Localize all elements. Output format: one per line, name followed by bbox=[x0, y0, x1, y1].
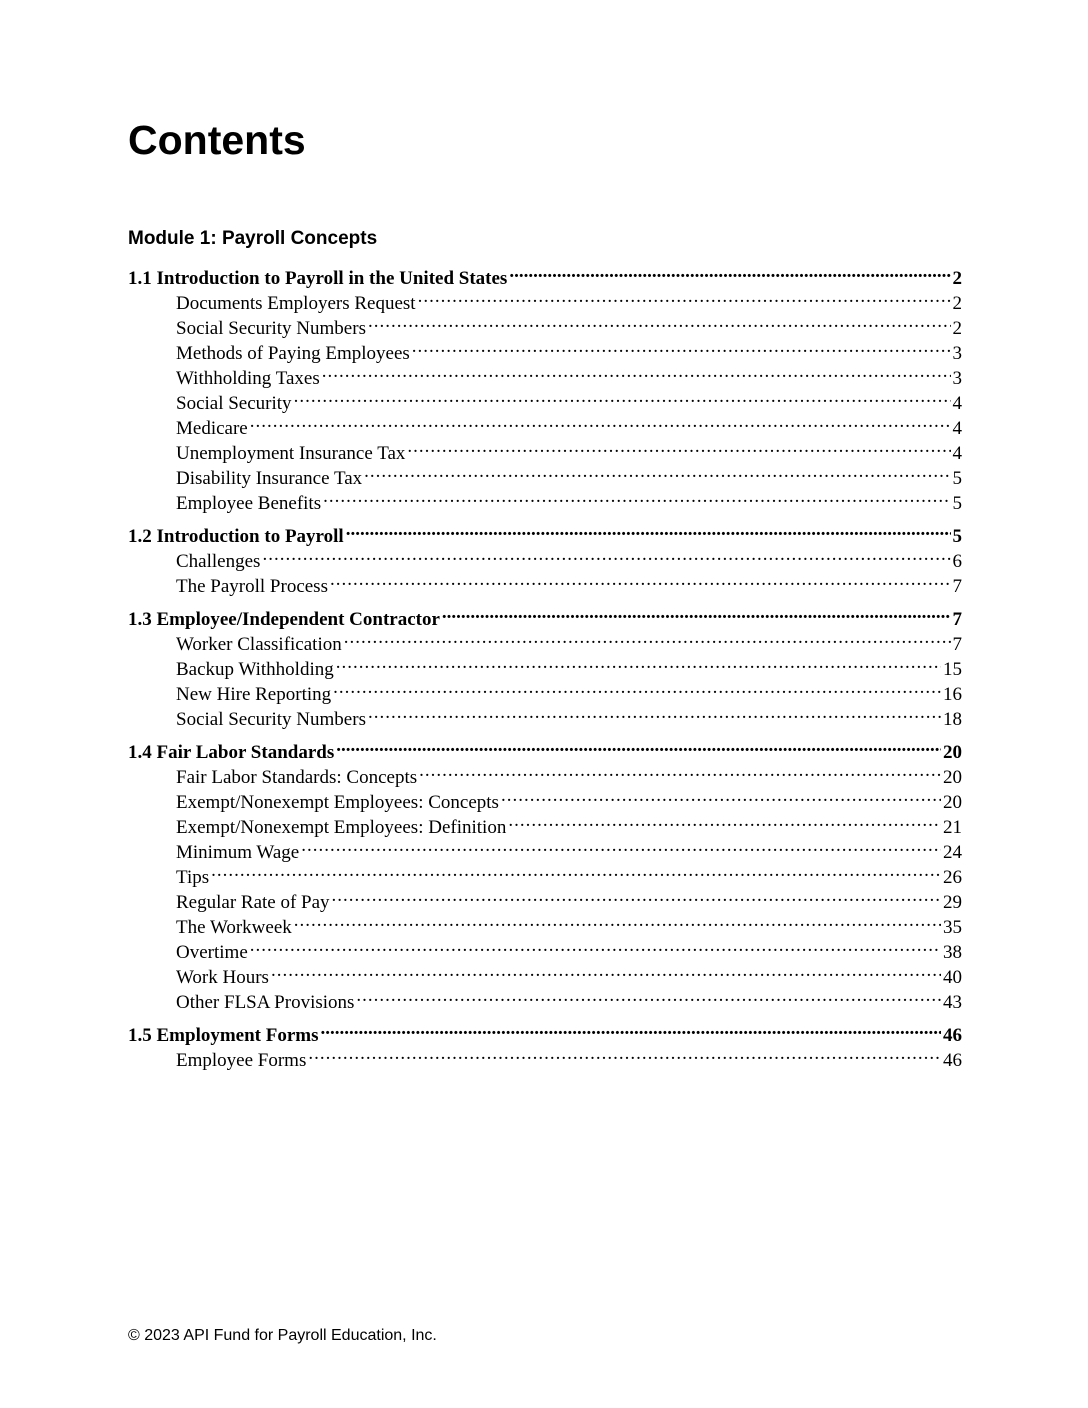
toc-entry-title: Minimum Wage bbox=[176, 842, 300, 863]
toc-entry-title: Employee Benefits bbox=[176, 493, 322, 514]
dot-leader bbox=[442, 600, 951, 625]
toc-page-number: 5 bbox=[952, 526, 962, 547]
toc-page-number: 7 bbox=[952, 576, 962, 597]
dot-leader bbox=[344, 625, 951, 650]
toc-page-number: 24 bbox=[943, 842, 962, 863]
toc-section bbox=[128, 1016, 962, 1071]
toc-entry[interactable] bbox=[128, 883, 962, 913]
dot-leader bbox=[412, 334, 951, 359]
toc-entry-title: New Hire Reporting bbox=[176, 684, 332, 705]
toc-entry-title: Backup Withholding bbox=[176, 659, 334, 680]
dot-leader bbox=[407, 434, 950, 459]
toc-section-title: 1.5 Employment Forms bbox=[128, 1025, 319, 1046]
dot-leader bbox=[332, 883, 941, 908]
toc-page-number: 16 bbox=[943, 684, 962, 705]
toc-entry-title: Unemployment Insurance Tax bbox=[176, 443, 406, 464]
copyright-footer: © 2023 API Fund for Payroll Education, Inc. bbox=[128, 1327, 437, 1344]
toc-entry-title: Challenges bbox=[176, 551, 261, 572]
dot-leader bbox=[336, 733, 941, 758]
toc-entry-title: Medicare bbox=[176, 418, 248, 439]
toc-page-number: 46 bbox=[943, 1050, 962, 1071]
toc-page-number: 40 bbox=[943, 967, 962, 988]
toc-entry[interactable] bbox=[128, 409, 962, 439]
page-title: Contents bbox=[128, 117, 306, 163]
toc-entry-title: Tips bbox=[176, 867, 210, 888]
toc-page-number: 46 bbox=[943, 1025, 962, 1046]
toc-section-title: 1.3 Employee/Independent Contractor bbox=[128, 609, 440, 630]
toc-entry[interactable] bbox=[128, 933, 962, 963]
dot-leader bbox=[301, 833, 941, 858]
toc-page-number: 2 bbox=[952, 318, 962, 339]
toc-entry-title: Social Security Numbers bbox=[176, 318, 366, 339]
toc-entry-title: Documents Employers Request bbox=[176, 293, 416, 314]
toc-section-entry[interactable] bbox=[128, 600, 962, 630]
toc-page-number: 20 bbox=[943, 742, 962, 763]
module-heading: Module 1: Payroll Concepts bbox=[128, 228, 378, 249]
dot-leader bbox=[501, 783, 941, 808]
dot-leader bbox=[419, 758, 941, 783]
toc-entry[interactable] bbox=[128, 858, 962, 888]
toc-entry-title: Exempt/Nonexempt Employees: Definition bbox=[176, 817, 507, 838]
dot-leader bbox=[271, 958, 941, 983]
dot-leader bbox=[322, 359, 951, 384]
toc-page-number: 26 bbox=[943, 867, 962, 888]
dot-leader bbox=[211, 858, 941, 883]
dot-leader bbox=[250, 409, 951, 434]
toc-page-number: 38 bbox=[943, 942, 962, 963]
toc-page-number: 7 bbox=[952, 609, 962, 630]
toc-entry-title: Exempt/Nonexempt Employees: Concepts bbox=[176, 792, 499, 813]
toc-entry-title: The Payroll Process bbox=[176, 576, 328, 597]
toc-section-title: 1.2 Introduction to Payroll bbox=[128, 526, 344, 547]
toc-section bbox=[128, 517, 962, 597]
toc-entry-title: Methods of Paying Employees bbox=[176, 343, 410, 364]
toc-page-number: 4 bbox=[952, 443, 962, 464]
toc-page-number: 4 bbox=[952, 418, 962, 439]
toc-entry[interactable] bbox=[128, 434, 962, 464]
toc-entry-title: Disability Insurance Tax bbox=[176, 468, 363, 489]
dot-leader bbox=[250, 933, 941, 958]
toc-entry-title: Other FLSA Provisions bbox=[176, 992, 355, 1013]
dot-leader bbox=[330, 567, 951, 592]
dot-leader bbox=[508, 808, 941, 833]
toc-page-number: 7 bbox=[952, 634, 962, 655]
toc-section-title: 1.4 Fair Labor Standards bbox=[128, 742, 335, 763]
toc-page-number: 18 bbox=[943, 709, 962, 730]
dot-leader bbox=[294, 384, 951, 409]
toc-page-number: 20 bbox=[943, 767, 962, 788]
toc-section-entry[interactable] bbox=[128, 259, 962, 289]
toc-entry-title: The Workweek bbox=[176, 917, 292, 938]
toc-page-number: 2 bbox=[952, 268, 962, 289]
dot-leader bbox=[418, 284, 951, 309]
toc-entry[interactable] bbox=[128, 958, 962, 988]
toc-page-number: 3 bbox=[952, 368, 962, 389]
dot-leader bbox=[336, 650, 941, 675]
toc-page-number: 3 bbox=[952, 343, 962, 364]
toc-section bbox=[128, 600, 962, 730]
dot-leader bbox=[368, 700, 941, 725]
table-of-contents bbox=[128, 259, 962, 1074]
toc-entry-title: Fair Labor Standards: Concepts bbox=[176, 767, 418, 788]
toc-entry-title: Employee Forms bbox=[176, 1050, 307, 1071]
dot-leader bbox=[356, 983, 941, 1008]
toc-section-entry[interactable] bbox=[128, 517, 962, 547]
toc-section bbox=[128, 733, 962, 1013]
dot-leader bbox=[321, 1016, 941, 1041]
dot-leader bbox=[323, 484, 950, 509]
toc-page-number: 5 bbox=[952, 468, 962, 489]
toc-page-number: 2 bbox=[952, 293, 962, 314]
toc-entry-title: Worker Classification bbox=[176, 634, 342, 655]
toc-page-number: 5 bbox=[952, 493, 962, 514]
dot-leader bbox=[509, 259, 950, 284]
toc-entry-title: Social Security Numbers bbox=[176, 709, 366, 730]
dot-leader bbox=[294, 908, 941, 933]
dot-leader bbox=[346, 517, 951, 542]
toc-page-number: 6 bbox=[952, 551, 962, 572]
dot-leader bbox=[308, 1041, 941, 1066]
toc-page-number: 20 bbox=[943, 792, 962, 813]
toc-page-number: 21 bbox=[943, 817, 962, 838]
toc-page-number: 35 bbox=[943, 917, 962, 938]
dot-leader bbox=[368, 309, 951, 334]
toc-page-number: 29 bbox=[943, 892, 962, 913]
toc-section bbox=[128, 259, 962, 514]
toc-entry-title: Withholding Taxes bbox=[176, 368, 320, 389]
dot-leader bbox=[262, 542, 950, 567]
toc-section-title: 1.1 Introduction to Payroll in the United States bbox=[128, 268, 508, 289]
toc-section-entry[interactable] bbox=[128, 1016, 962, 1046]
toc-entry-title: Social Security bbox=[176, 393, 292, 414]
toc-page-number: 15 bbox=[943, 659, 962, 680]
dot-leader bbox=[333, 675, 941, 700]
toc-section-entry[interactable] bbox=[128, 733, 962, 763]
toc-entry-title: Work Hours bbox=[176, 967, 269, 988]
toc-entry-title: Overtime bbox=[176, 942, 248, 963]
toc-page-number: 43 bbox=[943, 992, 962, 1013]
dot-leader bbox=[364, 459, 950, 484]
toc-page-number: 4 bbox=[952, 393, 962, 414]
toc-entry-title: Regular Rate of Pay bbox=[176, 892, 330, 913]
